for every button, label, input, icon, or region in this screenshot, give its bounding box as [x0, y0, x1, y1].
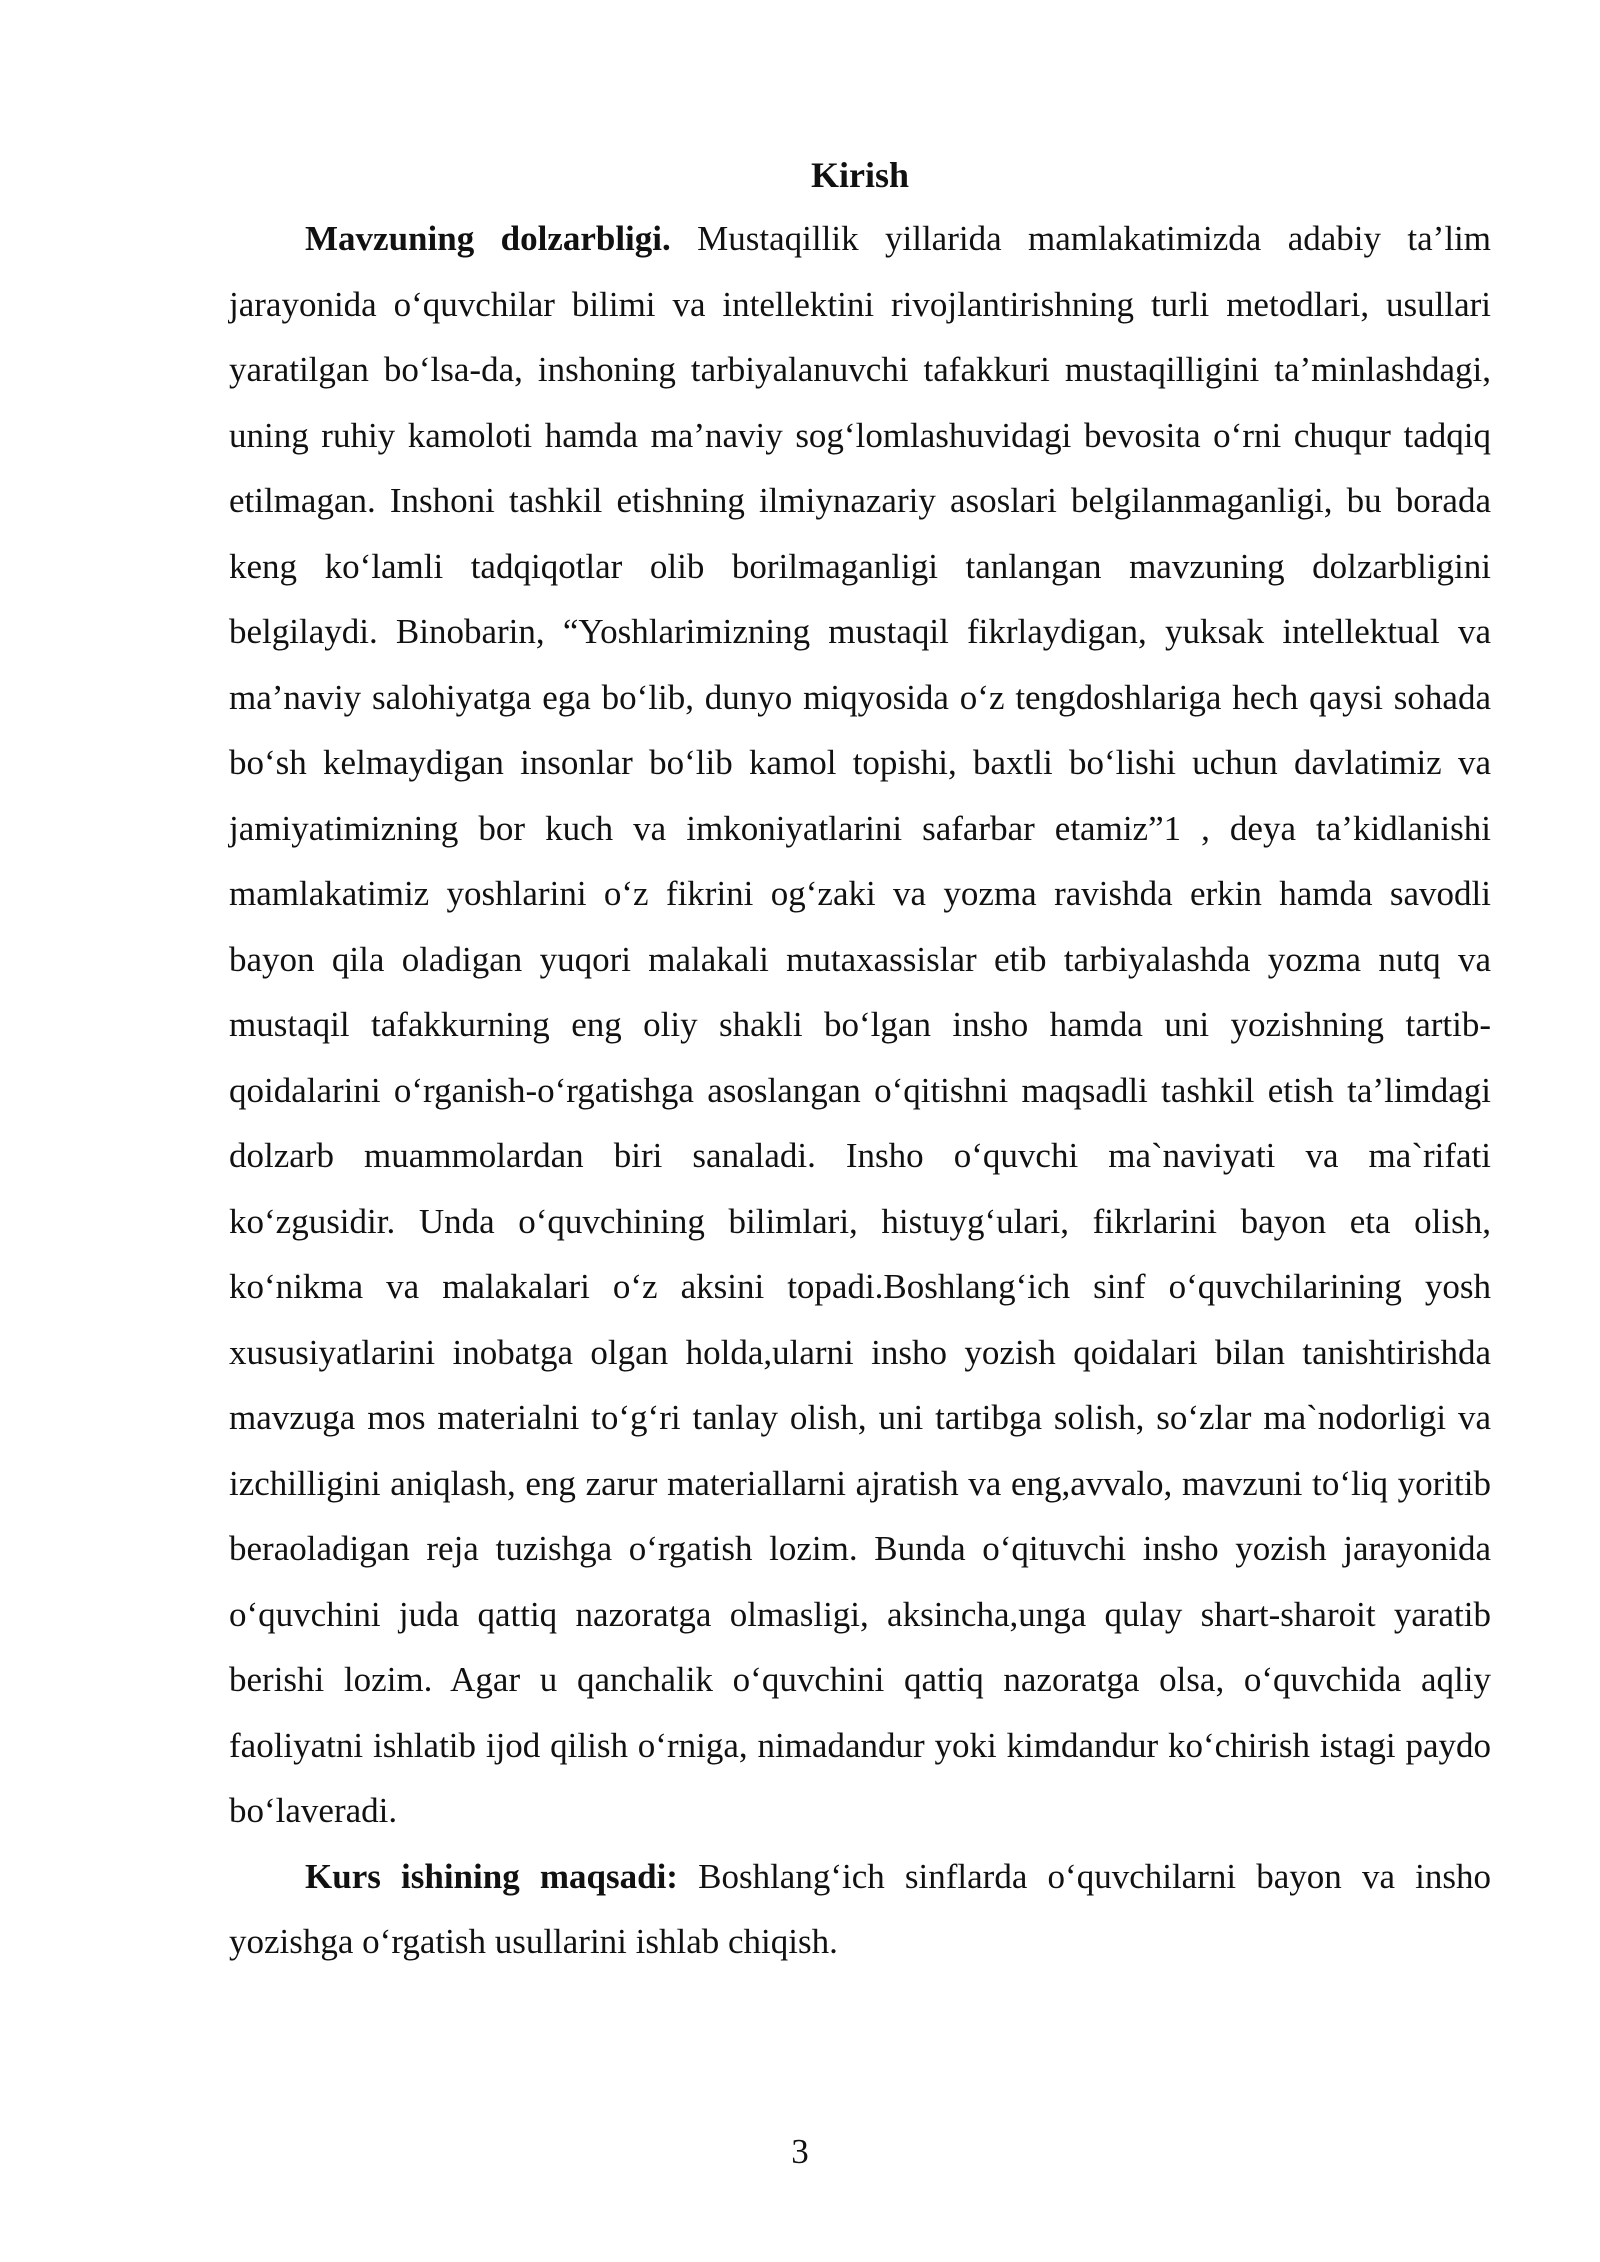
paragraph-lead-goal: Kurs ishining maqsadi:	[305, 1856, 678, 1896]
paragraph-relevance	[229, 206, 1491, 1844]
paragraph-lead-relevance: Mavzuning dolzarbligi.	[305, 219, 671, 258]
paragraph-body-relevance: Mustaqillik yillarida mamlakatimizda adabiy ta’lim jarayonida o‘quvchilar bilimi va intellektini rivojlantirishning turli metodlari, usullari yaratilgan bo‘lsa-da, inshoning tarbiyalanuvchi tafakkuri mustaqilligini ta’minlashdagi, uning ruhiy kamoloti hamda ma’naviy sog‘lomlashuvidagi bevosita o‘rni chuqur tadqiq etilmagan. Inshoni tashkil etishning ilmiynazariy asoslari belgilanmaganligi, bu borada keng ko‘lamli tadqiqotlar olib borilmaganligi tanlangan mavzuning dolzarbligini belgilaydi. Binobarin, “Yoshlarimizning mustaqil fikrlaydigan, yuksak intellektual va ma’naviy salohiyatga ega bo‘lib, dunyo miqyosida o‘z tengdoshlariga hech qaysi sohada bo‘sh kelmaydigan insonlar bo‘lib kamol topishi, baxtli bo‘lishi uchun davlatimiz va jamiyatimizning bor kuch va imkoniyatlarini safarbar etamiz”1 , deya ta’kidlanishi mamlakatimiz yoshlarini o‘z fikrini og‘zaki va yozma ravishda erkin hamda savodli bayon qila oladigan yuqori malakali mutaxassislar etib tarbiyalashda yozma nutq va mustaqil tafakkurning eng oliy shakli bo‘lgan insho hamda uni yozishning tartib-qoidalarini o‘rganish-o‘rgatishga asoslangan o‘qitishni maqsadli tashkil etish ta’limdagi dolzarb muammolardan biri sanaladi. Insho o‘quvchi ma`naviyati va ma`rifati ko‘zgusidir. Unda o‘quvchining bilimlari, histuyg‘ulari, fikrlarini bayon eta olish, ko‘nikma va malakalari o‘z aksini topadi.Boshlang‘ich sinf o‘quvchilarining yosh xususiyatlarini inobatga olgan holda,ularni insho yozish qoidalari bilan tanishtirishda mavzuga mos materialni to‘g‘ri tanlay olish, uni tartibga solish, so‘zlar ma`nodorligi va izchilligini aniqlash, eng zarur materiallarni ajratish va eng,avvalo, mavzuni to‘liq yoritib beraoladigan reja tuzishga o‘rgatish lozim. Bunda o‘qituvchi insho yozish jarayonida o‘quvchini juda qattiq nazoratga olmasligi, aksincha,unga qulay shart-sharoit yaratib berishi lozim. Agar u qanchalik o‘quvchini qattiq nazoratga olsa, o‘quvchida aqliy faoliyatni ishlatib ijod qilish o‘rniga, nimadandur yoki kimdandur ko‘chirish istagi paydo bo‘laveradi.	[229, 219, 1492, 1830]
paragraph-body-goal: Boshlang‘ich sinflarda o‘quvchilarni bayon va insho yozishga o‘rgatish usullarini ishlab chiqish.	[229, 1856, 1491, 1961]
page-number: 3	[791, 2132, 809, 2171]
paragraph-goal	[229, 1844, 1491, 1975]
document-page	[229, 148, 1491, 1975]
section-heading: Kirish	[810, 155, 909, 195]
